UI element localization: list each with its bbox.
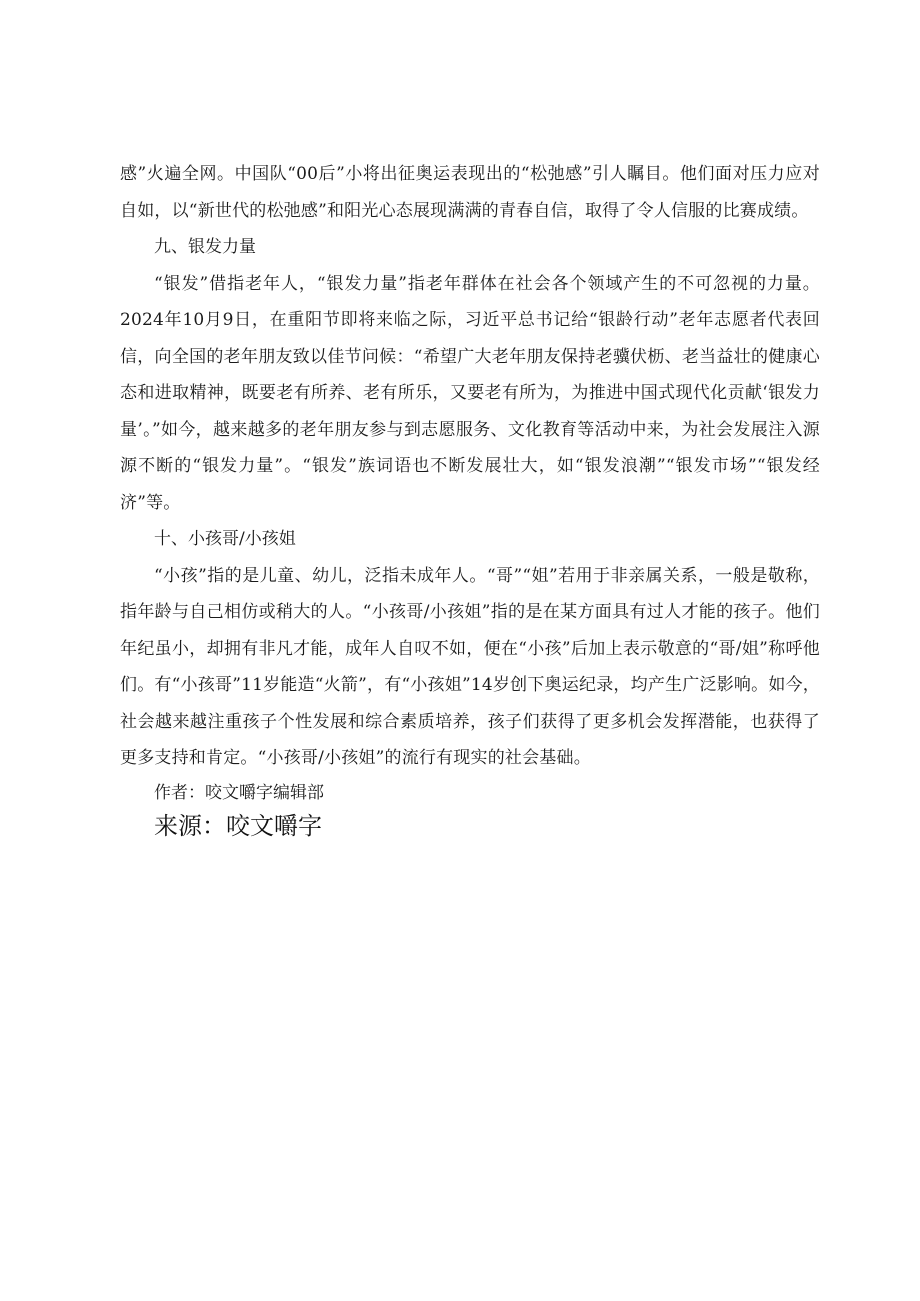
paragraph-silver-power: “银发”借指老年人，“银发力量”指老年群体在社会各个领域产生的不可忽视的力量。2024年10月9日，在重阳节即将来临之际，习近平总书记给“银龄行动”老年志愿者代表回信，向全国的老年朋友致以佳节问候：“希望广大老年朋友保持老骥伏枥、老当益壮的健康心态和进取精神，既要老有所养、老有所乐，又要老有所为，为推进中国式现代化贡献‘银发力量’。”如今，越来越多的老年朋友参与到志愿服务、文化教育等活动中来，为社会发展注入源源不断的“银发力量”。“银发”族词语也不断发展壮大，如“银发浪潮”“银发市场”“银发经济”等。 [120,273,820,513]
section-heading-silver-power: 九、银发力量 [154,237,256,257]
paragraph-intro-continuation: 感”火遍全网。中国队“00后”小将出征奥运表现出的“松弛感”引人瞩目。他们面对压力应对自如，以“新世代的松弛感”和阳光心态展现满满的青春自信，取得了令人信服的比赛成绩。 [120,164,820,221]
source-line: 来源：咬文嚼字 [154,811,322,840]
paragraph-little-prodigies: “小孩”指的是儿童、幼儿，泛指未成年人。“哥”“姐”若用于非亲属关系，一般是敬称，指年龄与自己相仿或稍大的人。“小孩哥/小孩姐”指的是在某方面具有过人才能的孩子。他们年纪虽小，却拥有非凡才能，成年人自叹不如，便在“小孩”后加上表示敬意的“哥/姐”称呼他们。有“小孩哥”11岁能造“火箭”，有“小孩姐”14岁创下奥运纪录，均产生广泛影响。如今，社会越来越注重孩子个性发展和综合素质培养，孩子们获得了更多机会发挥潜能，也获得了更多支持和肯定。“小孩哥/小孩姐”的流行有现实的社会基础。 [120,565,820,768]
article-body [120,156,820,843]
author-line: 作者：咬文嚼字编辑部 [154,782,324,803]
section-heading-little-prodigies: 十、小孩哥/小孩姐 [154,529,296,549]
